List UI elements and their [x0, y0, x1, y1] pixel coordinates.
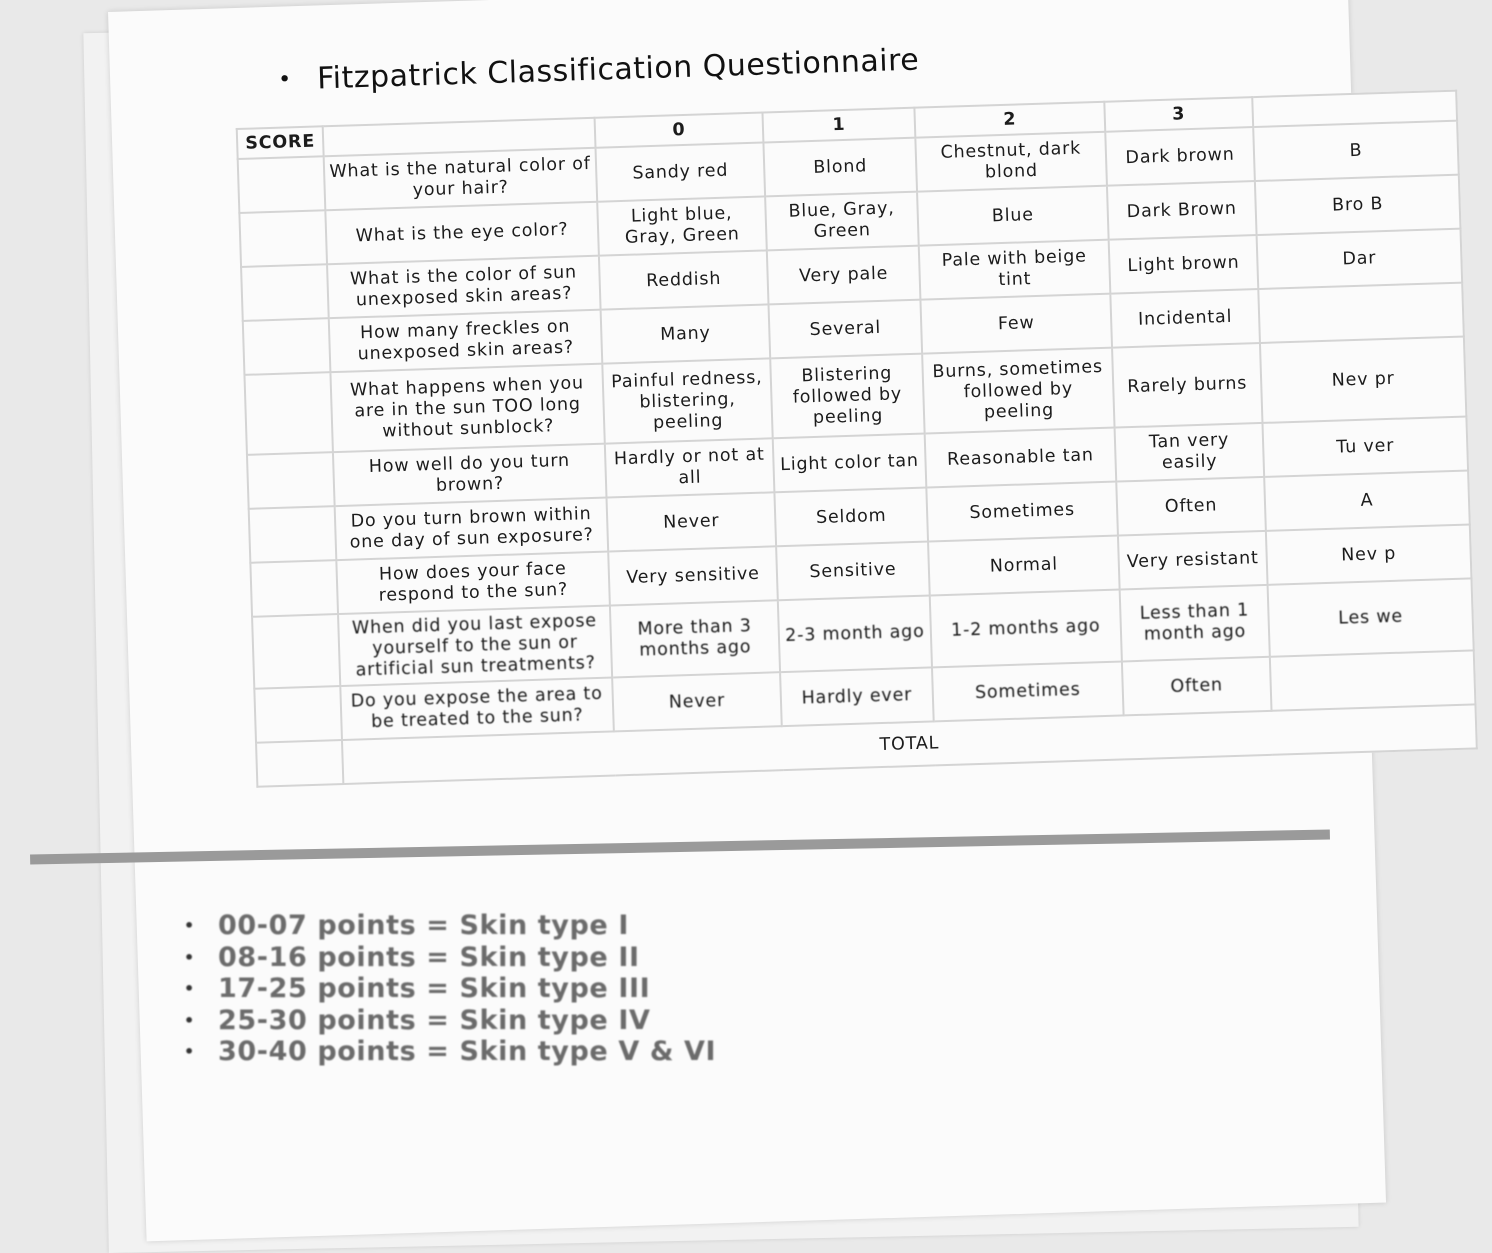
score-cell[interactable] — [243, 318, 331, 375]
answer-cell: 1-2 months ago — [930, 590, 1122, 668]
legend-item — [184, 910, 716, 942]
score-cell[interactable] — [247, 452, 335, 509]
answer-cell: Very sensitive — [608, 546, 778, 605]
answer-cell: Never — [612, 672, 782, 731]
answer-cell: Few — [920, 294, 1112, 354]
answer-cell: Very pale — [767, 246, 921, 305]
answer-cell: Dar — [1257, 229, 1463, 289]
question-cell: When did you last expose yourself to the sun or artificial sun treatments? — [338, 606, 612, 687]
question-cell: What is the natural color of your hair? — [324, 148, 598, 211]
answer-cell: Often — [1116, 477, 1266, 536]
answer-cell — [1270, 650, 1476, 710]
answer-cell: Seldom — [774, 488, 928, 547]
answer-cell: Pale with beige tint — [919, 240, 1111, 300]
legend-text: 08-16 points = Skin type II — [218, 941, 640, 973]
score-cell[interactable] — [250, 560, 338, 617]
questionnaire-table — [236, 90, 1478, 788]
answer-cell: More than 3 months ago — [610, 600, 780, 677]
answer-cell: A — [1264, 471, 1470, 531]
question-cell: What is the eye color? — [325, 202, 599, 265]
question-cell: Do you expose the area to be treated to the sun? — [340, 677, 614, 740]
col-header: 0 — [595, 112, 764, 147]
answer-cell: Nev p — [1266, 524, 1472, 584]
answer-cell: Light brown — [1109, 235, 1259, 294]
answer-cell: Nev pr — [1260, 337, 1466, 423]
score-cell[interactable] — [239, 210, 327, 267]
answer-cell: Sandy red — [596, 142, 766, 201]
bullet-icon: • — [184, 1010, 195, 1030]
score-cell[interactable] — [249, 506, 337, 563]
answer-cell: Less than 1 month ago — [1120, 585, 1270, 662]
col-header: 1 — [762, 108, 915, 143]
bullet-icon: • — [277, 67, 292, 93]
answer-cell: Incidental — [1110, 289, 1260, 348]
answer-cell: Often — [1122, 657, 1272, 716]
answer-cell: Chestnut, dark blond — [915, 132, 1107, 192]
answer-cell: Light blue, Gray, Green — [597, 196, 767, 255]
page-title: Fitzpatrick Classification Questionnaire — [316, 42, 920, 97]
answer-cell: Tan very easily — [1115, 423, 1265, 482]
legend-text: 00-07 points = Skin type I — [218, 910, 629, 942]
answer-cell: 2-3 month ago — [778, 595, 932, 672]
answer-cell: Rarely burns — [1112, 343, 1262, 428]
score-cell[interactable] — [241, 264, 329, 321]
answer-cell: Blue, Gray, Green — [765, 192, 919, 251]
answer-cell: Reddish — [599, 250, 769, 309]
answer-cell: Light color tan — [773, 434, 927, 493]
answer-cell: Very resistant — [1118, 531, 1268, 590]
answer-cell: Sometimes — [932, 661, 1124, 721]
questionnaire-table-wrap — [236, 90, 1478, 788]
legend-item — [184, 1005, 716, 1037]
answer-cell: Sometimes — [926, 482, 1118, 542]
legend-text: 17-25 points = Skin type III — [218, 973, 651, 1005]
question-cell: What happens when you are in the sun TOO long without sunblock? — [330, 364, 604, 453]
answer-cell: Blistering followed by peeling — [770, 354, 924, 439]
answer-cell: Hardly ever — [780, 667, 934, 726]
score-header: SCORE — [237, 126, 324, 159]
legend-text: 30-40 points = Skin type V & VI — [218, 1036, 717, 1068]
col-header: 2 — [914, 102, 1105, 138]
legend-item — [184, 973, 716, 1005]
bullet-icon: • — [184, 1042, 195, 1062]
answer-cell: Several — [769, 300, 923, 359]
question-cell: How many freckles on unexposed skin areas? — [329, 310, 603, 373]
answer-cell: Burns, sometimes followed by peeling — [922, 348, 1114, 434]
answer-cell: Blond — [763, 138, 917, 197]
score-cell[interactable] — [238, 156, 326, 213]
answer-cell: Tu ver — [1262, 417, 1468, 477]
answer-cell: B — [1253, 121, 1459, 181]
answer-cell: Painful redness, blistering, peeling — [602, 358, 772, 443]
answer-cell: Blue — [917, 186, 1109, 246]
answer-cell: Dark brown — [1105, 127, 1255, 186]
answer-cell: Many — [601, 304, 771, 363]
question-cell: Do you turn brown within one day of sun exposure? — [335, 498, 609, 561]
bullet-icon: • — [184, 916, 195, 936]
answer-cell: Sensitive — [776, 542, 930, 601]
question-cell: How does your face respond to the sun? — [336, 552, 610, 615]
bullet-icon: • — [184, 979, 195, 999]
question-cell: What is the color of sun unexposed skin areas? — [327, 256, 601, 319]
col-header: 3 — [1104, 97, 1253, 132]
skin-type-legend — [184, 910, 716, 1068]
answer-cell: Les we — [1268, 578, 1474, 656]
legend-item — [184, 942, 716, 974]
answer-cell: Bro B — [1255, 175, 1461, 235]
answer-cell: Never — [606, 492, 776, 551]
score-cell[interactable] — [244, 372, 332, 455]
answer-cell: Reasonable tan — [925, 428, 1117, 488]
question-cell: How well do you turn brown? — [333, 444, 607, 507]
score-cell[interactable] — [254, 686, 342, 743]
legend-item — [184, 1036, 716, 1068]
total-score-cell[interactable] — [256, 740, 343, 787]
answer-cell: Dark Brown — [1107, 181, 1257, 240]
bullet-icon: • — [184, 947, 195, 967]
score-cell[interactable] — [252, 614, 340, 689]
title-row — [278, 43, 920, 98]
answer-cell: Hardly or not at all — [605, 438, 775, 497]
answer-cell: Normal — [928, 536, 1120, 596]
total-label: TOTAL — [342, 704, 1477, 784]
answer-cell — [1258, 283, 1464, 343]
legend-text: 25-30 points = Skin type IV — [218, 1004, 651, 1036]
